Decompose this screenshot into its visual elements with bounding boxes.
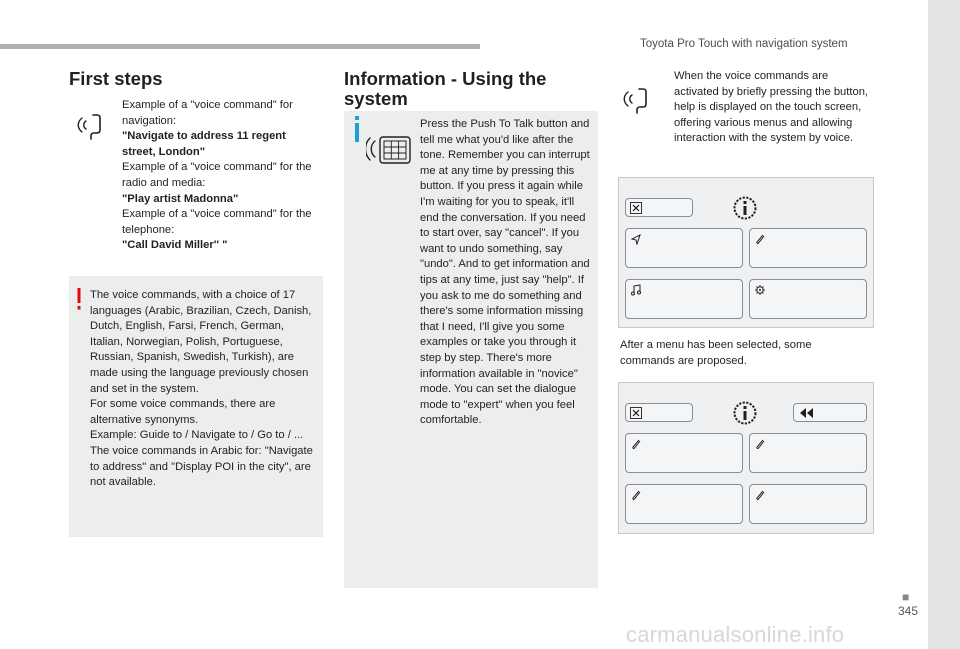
top-rule [0, 44, 480, 49]
info-circle-icon[interactable] [733, 196, 757, 220]
example-phone-label: Example of a "voice command" for the telephone: [122, 208, 312, 236]
settings-button[interactable] [749, 279, 867, 319]
info-icon [352, 116, 362, 142]
section-title-first-steps: First steps [69, 68, 163, 89]
command-button-1[interactable] [625, 433, 743, 473]
close-button[interactable] [625, 198, 693, 217]
command-button-3[interactable] [625, 484, 743, 524]
command-button-4[interactable] [749, 484, 867, 524]
music-note-icon [630, 284, 642, 296]
example-radio-command: "Play artist Madonna" [122, 192, 239, 205]
phone-icon [754, 233, 766, 245]
voice-menu-screen [618, 177, 874, 328]
page-number: 345 [898, 604, 919, 618]
menu-selected-text: After a menu has been selected, some commands are proposed. [620, 339, 812, 367]
example-nav-command: "Navigate to address 11 regent street, London" [122, 130, 286, 158]
watermark: carmanualsonline.info [626, 622, 845, 647]
note-paragraph-languages: The voice commands, with a choice of 17 languages (Arabic, Brazilian, Czech, Danish, Dutch, English, Farsi, French, German, Italian, Norwegian, Polish, Portuguese, Russian, Spanish, Swedish, Turkish), are made using the language previously chosen and set in the system. [90, 289, 312, 395]
phone-button[interactable] [749, 228, 867, 268]
close-x-icon [630, 202, 642, 214]
commands-screen [618, 382, 874, 534]
navigation-icon [630, 233, 642, 245]
back-icon [798, 407, 814, 419]
voice-help-text: When the voice commands are activated by briefly pressing the button, help is displayed on the touch screen, offering various menus and allowing interaction with the system by voice. [674, 70, 869, 145]
command-button-2[interactable] [749, 433, 867, 473]
close-button[interactable] [625, 403, 693, 422]
header-title: Toyota Pro Touch with navigation system [640, 38, 848, 50]
media-button[interactable] [625, 279, 743, 319]
info-circle-icon[interactable] [733, 401, 757, 425]
note-paragraph-example: Example: Guide to / Navigate to / Go to / ... [90, 429, 304, 442]
note-paragraph-synonyms: For some voice commands, there are alternative synonyms. [90, 398, 276, 426]
first-steps-examples [122, 98, 318, 254]
phone-icon [754, 438, 766, 450]
example-phone-command: "Call David Miller'' " [122, 239, 228, 252]
languages-note [90, 288, 318, 491]
page-marker: ■ [902, 590, 910, 604]
voice-command-icon [622, 84, 652, 116]
exclamation-icon [75, 288, 83, 310]
back-button[interactable] [793, 403, 867, 422]
phone-icon [630, 438, 642, 450]
voice-command-icon [76, 110, 106, 142]
info-body-text: Press the Push To Talk button and tell me what you'd like after the tone. Remember you can interrupt me at any time by pressing this button. If you press it again while I'm waiting for you to speak, it'll end the conversation. If you need to start over, say "cancel". If you want to undo something, say "undo". And to get information and tips at any time, just say "help". If you ask to me do something and there's some information missing that I need, I'll give you some examples or take you through it step by step. There's more information available in "novice" mode. You can set the dialogue mode to "expert" when you feel comfortable. [420, 118, 590, 427]
example-nav-label: Example of a "voice command" for navigation: [122, 99, 293, 127]
phone-icon [630, 489, 642, 501]
example-radio-label: Example of a "voice command" for the radio and media: [122, 161, 312, 189]
phone-icon [754, 489, 766, 501]
page-edge-strip [928, 0, 960, 649]
steering-wheel-control-icon [366, 136, 412, 164]
navigation-button[interactable] [625, 228, 743, 268]
note-paragraph-arabic: The voice commands in Arabic for: "Navigate to address" and "Display POI in the city", are not available. [90, 444, 313, 489]
close-x-icon [630, 407, 642, 419]
section-title-information: Information - Using the system [344, 68, 547, 109]
settings-icon [754, 284, 766, 296]
